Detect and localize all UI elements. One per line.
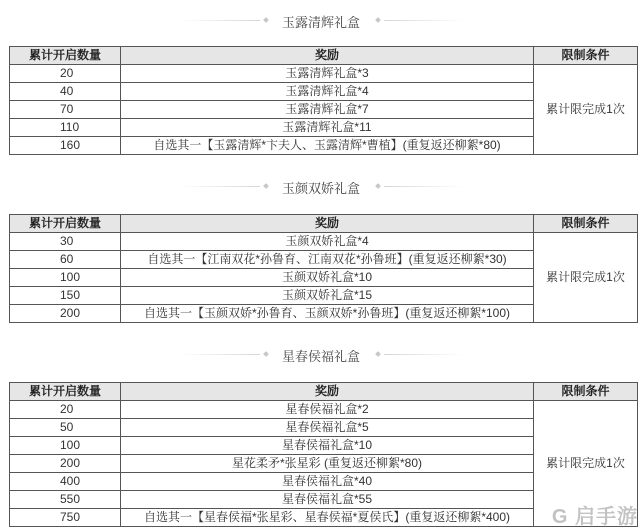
cell-reward: 星春侯福礼盒*10 [121,437,534,455]
site-watermark: G 启手游 [551,506,638,528]
table-row [10,233,638,251]
cell-count: 110 [10,119,121,137]
cell-count: 200 [10,305,121,323]
cell-reward: 星春侯福礼盒*5 [121,419,534,437]
cell-reward: 玉颜双娇礼盒*10 [121,269,534,287]
table-header-row [10,383,638,401]
cell-count: 20 [10,401,121,419]
cell-reward: 自选其一【玉颜双娇*孙鲁育、玉颜双娇*孙鲁班】(重复返还柳絮*100) [121,305,534,323]
header-count: 累计开启数量 [10,47,121,65]
section-title-bar [0,344,642,366]
section-yuyan [0,176,642,198]
header-limit: 限制条件 [534,47,638,65]
cell-reward: 玉颜双娇礼盒*4 [121,233,534,251]
cell-count: 30 [10,233,121,251]
cell-count: 40 [10,83,121,101]
title-divider-right [384,186,466,187]
cell-count: 550 [10,491,121,509]
header-count: 累计开启数量 [10,383,121,401]
table-row [10,65,638,83]
section-yulu [0,10,642,32]
cell-reward: 星春侯福礼盒*2 [121,401,534,419]
header-limit: 限制条件 [534,383,638,401]
section-xingchun [0,344,642,366]
cell-count: 50 [10,419,121,437]
cell-count: 100 [10,269,121,287]
table-row [10,401,638,419]
section-title-bar [0,176,642,198]
cell-limit: 累计限完成1次 [534,233,638,323]
cell-count: 70 [10,101,121,119]
cell-count: 100 [10,437,121,455]
cell-count: 60 [10,251,121,269]
cell-count: 20 [10,65,121,83]
section-title: 星春侯福礼盒 [281,349,360,364]
cell-reward: 玉露清辉礼盒*11 [121,119,534,137]
cell-reward: 星春侯福礼盒*40 [121,473,534,491]
cell-reward: 玉颜双娇礼盒*15 [121,287,534,305]
reward-table-yuyan [9,214,638,323]
section-title-bar [0,10,642,32]
cell-reward: 自选其一【玉露清辉*卞夫人、玉露清辉*曹植】(重复返还柳絮*80) [121,137,534,155]
reward-table-xingchun [9,382,638,527]
title-divider-right [384,20,466,21]
reward-table-yulu [9,46,638,155]
cell-reward: 玉露清辉礼盒*4 [121,83,534,101]
cell-count: 150 [10,287,121,305]
header-count: 累计开启数量 [10,215,121,233]
table-header-row [10,47,638,65]
cell-count: 400 [10,473,121,491]
table-header-row [10,215,638,233]
cell-reward: 玉露清辉礼盒*3 [121,65,534,83]
title-divider-right [384,354,466,355]
cell-count: 750 [10,509,121,527]
cell-reward: 星春侯福礼盒*55 [121,491,534,509]
cell-reward: 自选其一【江南双花*孙鲁育、江南双花*孙鲁班】(重复返还柳絮*30) [121,251,534,269]
header-reward: 奖励 [121,215,534,233]
cell-count: 200 [10,455,121,473]
cell-limit: 累计限完成1次 [534,65,638,155]
header-reward: 奖励 [121,383,534,401]
cell-reward: 自选其一【星春侯福*张星彩、星春侯福*夏侯氏】(重复返还柳絮*400) [121,509,534,527]
section-title: 玉颜双娇礼盒 [281,181,360,196]
cell-count: 160 [10,137,121,155]
section-title: 玉露清辉礼盒 [281,15,360,30]
header-limit: 限制条件 [534,215,638,233]
cell-reward: 星花柔矛*张星彩 (重复返还柳絮*80) [121,455,534,473]
header-reward: 奖励 [121,47,534,65]
cell-limit: 累计限完成1次 [534,401,638,527]
cell-reward: 玉露清辉礼盒*7 [121,101,534,119]
